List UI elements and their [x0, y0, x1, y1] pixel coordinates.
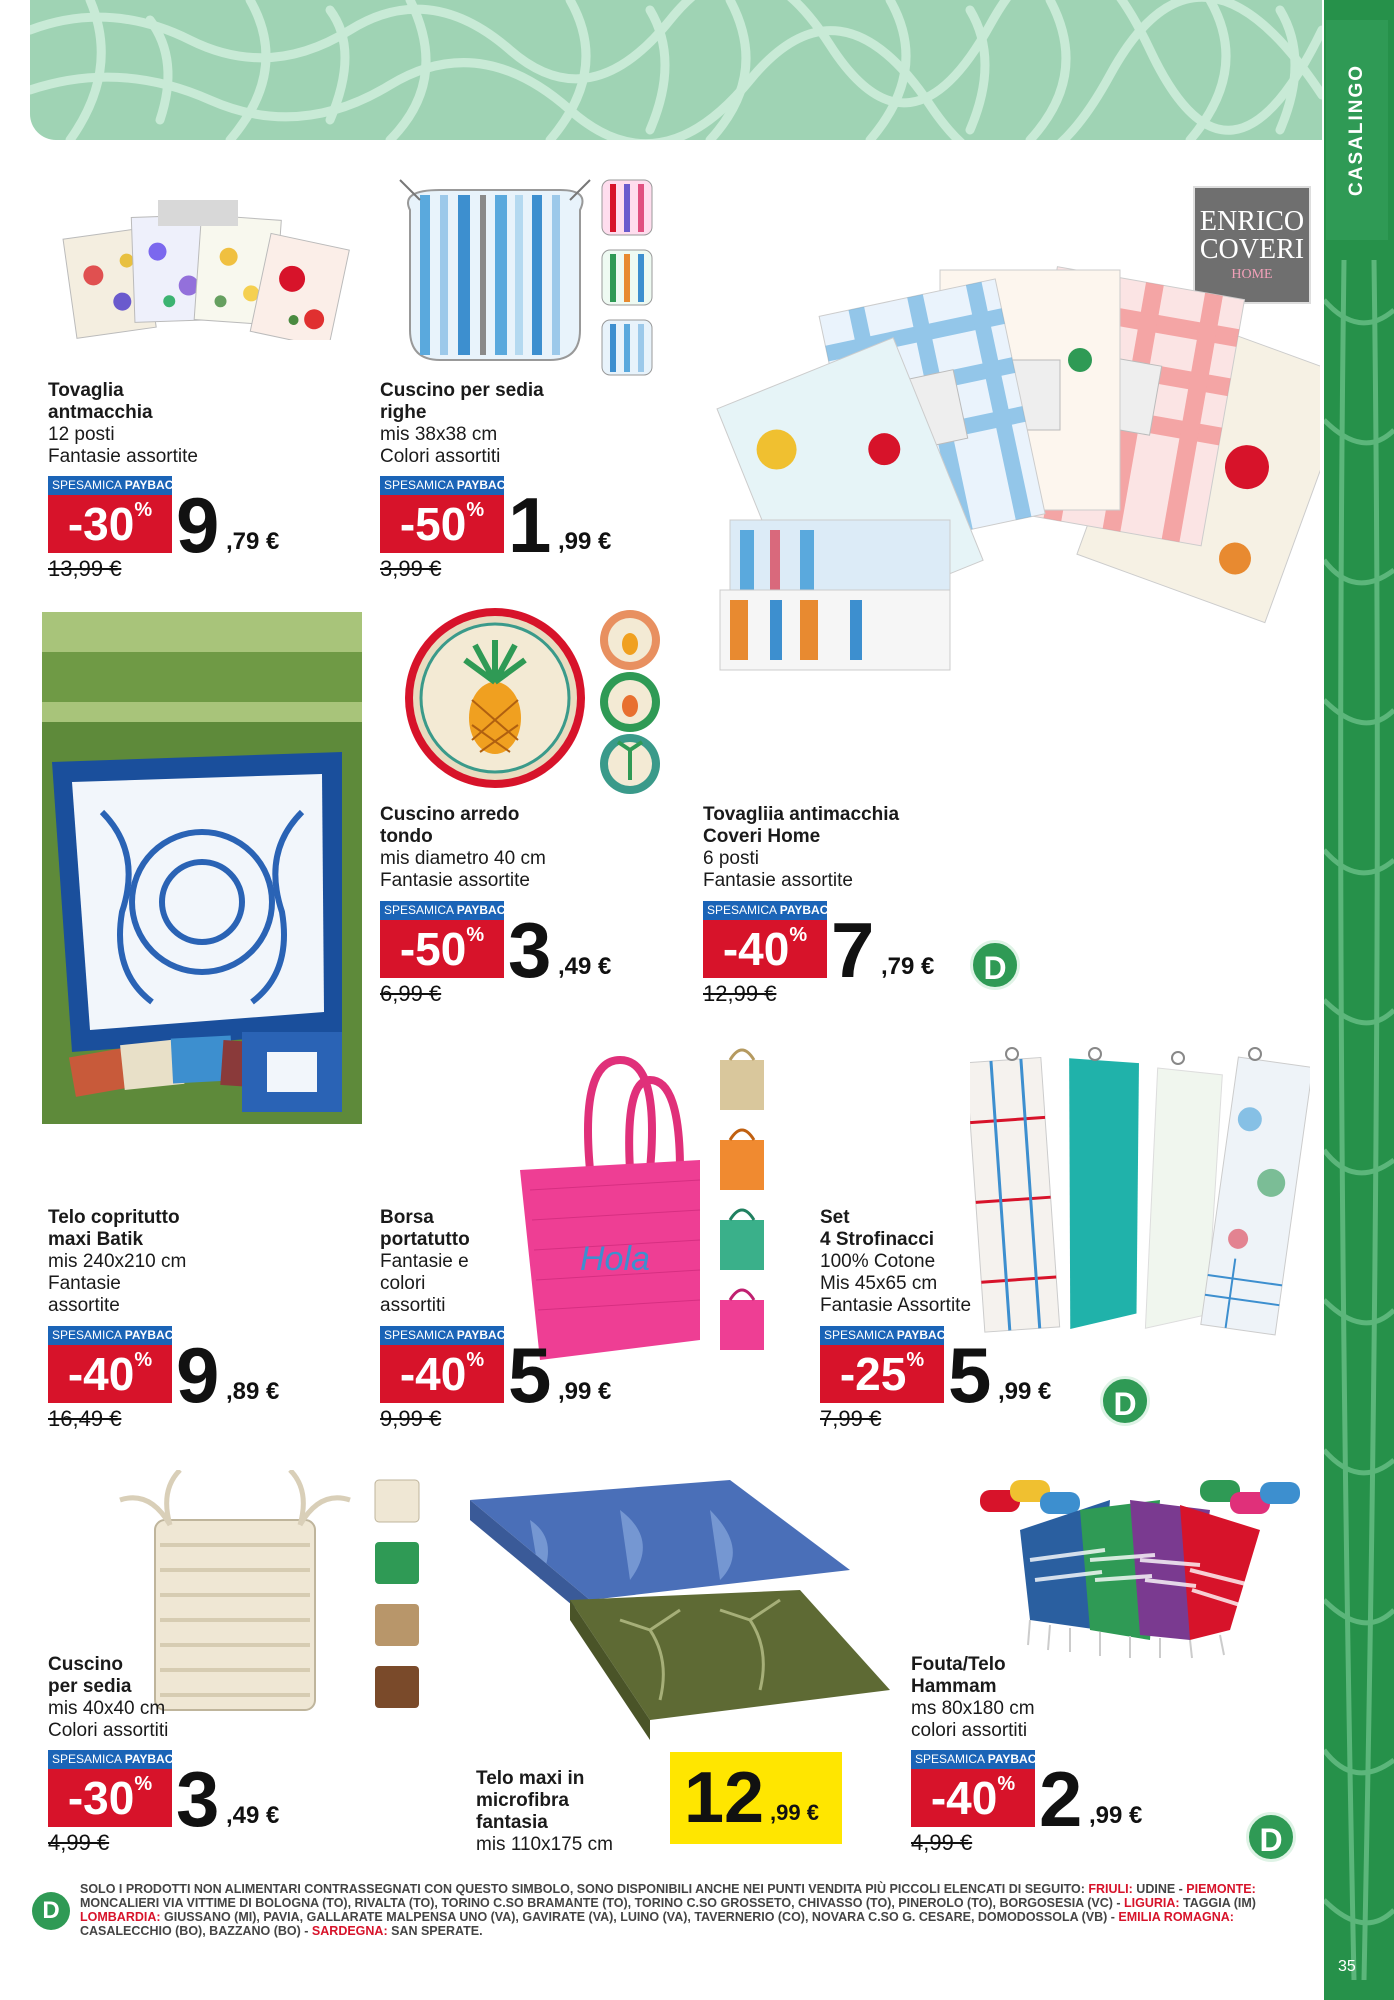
- product-set-strofinacci: [820, 1207, 971, 1317]
- side-leaf-pattern: [1324, 0, 1394, 2000]
- product-cuscino-arredo-tondo: [380, 804, 546, 892]
- price-integer: 1: [508, 481, 552, 569]
- product-detail: ms 80x180 cm: [911, 1698, 1035, 1719]
- d-symbol-icon: D: [1246, 1812, 1296, 1862]
- product-detail: 100% Cotone: [820, 1251, 936, 1272]
- price-integer: 2: [1039, 1755, 1083, 1843]
- product-detail: assortite: [48, 1295, 120, 1316]
- section-label: CASALINGO: [1346, 64, 1367, 196]
- product-detail: 6 posti: [703, 848, 759, 869]
- logo-line3: HOME: [1231, 267, 1273, 282]
- old-price: 13,99 €: [48, 556, 122, 581]
- spesamica-payback-label: SPESAMICA PAYBACK: [820, 1326, 944, 1345]
- price-integer: 7: [831, 906, 875, 994]
- product-detail: Fantasie Assortite: [820, 1295, 972, 1316]
- discount-badge: -30%: [48, 1769, 172, 1827]
- product-detail: colori assortiti: [911, 1720, 1028, 1741]
- product-detail: 12 posti: [48, 424, 115, 445]
- product-title: Telo copritutto: [48, 1207, 180, 1228]
- spesamica-payback-label: SPESAMICA PAYBACK: [380, 901, 504, 920]
- product-detail: colori: [380, 1273, 426, 1294]
- product-title-line2: microfibra: [476, 1790, 569, 1811]
- discount-badge: -30%: [48, 495, 172, 553]
- price-block: [820, 1326, 1080, 1436]
- price-decimal: ,99 €: [770, 1800, 819, 1825]
- product-detail: Fantasie assortite: [703, 870, 853, 891]
- product-title-line2: antmacchia: [48, 402, 153, 423]
- old-price: 9,99 €: [380, 1406, 442, 1431]
- price-integer: 12: [684, 1758, 765, 1838]
- product-borsa-portatutto: [380, 1207, 470, 1317]
- product-title-line2: portatutto: [380, 1229, 470, 1250]
- price-block: [380, 1326, 640, 1436]
- leaf-pattern-graphic: [30, 0, 1322, 140]
- product-title-line2: Coveri Home: [703, 826, 821, 847]
- price-integer: 5: [508, 1331, 552, 1419]
- price-integer: 9: [176, 481, 220, 569]
- product-detail: Mis 45x65 cm: [820, 1273, 938, 1294]
- yellow-price-tag: [670, 1752, 842, 1844]
- price-decimal: ,79 €: [881, 953, 935, 980]
- price-decimal: ,89 €: [226, 1378, 280, 1405]
- product-title: Fouta/Telo: [911, 1654, 1006, 1675]
- d-symbol-icon: D: [32, 1892, 70, 1930]
- section-tab: [1326, 20, 1388, 240]
- product-detail: mis 240x210 cm: [48, 1251, 187, 1272]
- dish-towels-image: [970, 1040, 1310, 1340]
- product-title-line2: 4 Strofinacci: [820, 1229, 935, 1250]
- product-detail: Fantasie assortite: [380, 870, 530, 891]
- discount-badge: -50%: [380, 495, 504, 553]
- product-detail: Fantasie: [48, 1273, 121, 1294]
- price-block: [703, 901, 963, 1011]
- price-decimal: ,99 €: [558, 1378, 612, 1405]
- product-detail: Colori assortiti: [48, 1720, 169, 1741]
- side-pattern-band: [1324, 0, 1394, 2000]
- product-detail: Colori assortiti: [380, 446, 501, 467]
- batik-blanket-image: [42, 612, 362, 1124]
- product-title: Tovaglia: [48, 380, 124, 401]
- spesamica-payback-label: SPESAMICA PAYBACK: [380, 476, 504, 495]
- header-pattern-band: [30, 0, 1322, 140]
- product-title: Set: [820, 1207, 850, 1228]
- product-detail: assortiti: [380, 1295, 446, 1316]
- spesamica-payback-label: SPESAMICA PAYBACK: [48, 476, 172, 495]
- price-integer: 3: [508, 906, 552, 994]
- product-title-line2: per sedia: [48, 1676, 132, 1697]
- bag-text: Hola: [580, 1240, 650, 1278]
- price-block: [911, 1750, 1171, 1860]
- price-block: [380, 901, 640, 1011]
- price-integer: 9: [176, 1331, 220, 1419]
- discount-badge: -25%: [820, 1345, 944, 1403]
- product-detail: mis 40x40 cm: [48, 1698, 166, 1719]
- discount-badge: -40%: [911, 1769, 1035, 1827]
- old-price: 7,99 €: [820, 1406, 882, 1431]
- product-title: Cuscino arredo: [380, 804, 520, 825]
- discount-badge: -50%: [380, 920, 504, 978]
- price-integer: 5: [948, 1331, 992, 1419]
- coveri-tablecloths-image: [700, 250, 1320, 770]
- product-detail: mis diametro 40 cm: [380, 848, 546, 869]
- product-telo-maxi-microfibra: [476, 1768, 613, 1856]
- discount-badge: -40%: [703, 920, 827, 978]
- product-title-line2: righe: [380, 402, 427, 423]
- d-symbol-icon: D: [970, 940, 1020, 990]
- pink-bag-image: [520, 1040, 780, 1360]
- product-cuscino-per-sedia-righe: [380, 380, 544, 468]
- price-decimal: ,99 €: [1089, 1802, 1143, 1829]
- discount-badge: -40%: [48, 1345, 172, 1403]
- product-telo-copritutto: [48, 1207, 186, 1317]
- logo-line1: ENRICO: [1199, 206, 1305, 237]
- old-price: 4,99 €: [911, 1830, 973, 1855]
- round-pineapple-cushion-image: [400, 600, 680, 800]
- product-title-line2: Hammam: [911, 1676, 997, 1697]
- product-title-line2: tondo: [380, 826, 433, 847]
- product-title-line2: maxi Batik: [48, 1229, 144, 1250]
- spesamica-payback-label: SPESAMICA PAYBACK: [911, 1750, 1035, 1769]
- product-title: Borsa: [380, 1207, 434, 1228]
- product-title: Cuscino per sedia: [380, 380, 544, 401]
- old-price: 3,99 €: [380, 556, 442, 581]
- price-block: [48, 476, 308, 586]
- page-number: 35: [1338, 1958, 1356, 1975]
- striped-cushion-image: [380, 170, 670, 380]
- product-tovaglia-antmacchia: [48, 380, 198, 468]
- spesamica-payback-label: SPESAMICA PAYBACK: [48, 1326, 172, 1345]
- spesamica-payback-label: SPESAMICA PAYBACK: [48, 1750, 172, 1769]
- discount-badge: -40%: [380, 1345, 504, 1403]
- price-block: [48, 1326, 308, 1436]
- product-cuscino-per-sedia: [48, 1654, 168, 1742]
- old-price: 6,99 €: [380, 981, 442, 1006]
- price-decimal: ,99 €: [558, 528, 612, 555]
- product-detail: mis 38x38 cm: [380, 424, 498, 445]
- old-price: 4,99 €: [48, 1830, 110, 1855]
- old-price: 12,99 €: [703, 981, 777, 1006]
- product-fouta-hammam: [911, 1654, 1035, 1742]
- product-detail: Fantasie assortite: [48, 446, 198, 467]
- product-detail: mis 110x175 cm: [476, 1834, 613, 1855]
- product-detail: Fantasie e: [380, 1251, 469, 1272]
- footer-store-notice: SOLO I PRODOTTI NON ALIMENTARI CONTRASSEGNATI CON QUESTO SIMBOLO, SONO DISPONIBILI ANCHE NEI PUNTI VENDITA PIÙ PICCOLI ELENCATI DI SEGUITO: FRIULI: UDINE - PIEMONTE: MONCALIERI VIA VITTIME DI BOLOGNA (TO), RIVALTA (TO), TORINO C.SO BRAMANTE (TO), TORINO C.SO GROSSETO, CHIVASSO (TO), PINEROLO (TO), BORGOSESIA (VC) - LIGURIA: TAGGIA (IM) LOMBARDIA: GIUSSANO (MI), PAVIA, GALLARATE MALPENSA UNO (VA), GAVIRATE (VA), LUINO (VA), TAVERNERIO (CO), NOVARA C.SO G. CESARE, DOMODOSSOLA (VB) - EMILIA ROMAGNA: CASALECCHIO (BO), BAZZANO (BO) - SARDEGNA: SAN SPERATE.: [80, 1882, 1256, 1938]
- product-title-line3: fantasia: [476, 1812, 548, 1833]
- product-title: Tovagliia antimacchia: [703, 804, 900, 825]
- d-symbol-icon: D: [1100, 1376, 1150, 1426]
- tablecloth-image: [48, 190, 358, 340]
- spesamica-payback-label: SPESAMICA PAYBACK: [380, 1326, 504, 1345]
- hammam-towels-image: [960, 1460, 1310, 1660]
- price-decimal: ,49 €: [226, 1802, 280, 1829]
- price-block: [48, 1750, 308, 1860]
- price-decimal: ,79 €: [226, 528, 280, 555]
- price-block: [380, 476, 640, 586]
- product-title: Cuscino: [48, 1654, 123, 1675]
- price-decimal: ,49 €: [558, 953, 612, 980]
- price-decimal: ,99 €: [998, 1378, 1052, 1405]
- product-title: Telo maxi in: [476, 1768, 585, 1789]
- old-price: 16,49 €: [48, 1406, 122, 1431]
- logo-line2: COVERI: [1199, 234, 1305, 265]
- price-integer: 3: [176, 1755, 220, 1843]
- microfiber-towels-image: [470, 1470, 890, 1750]
- product-tovaglia-coveri-home: [703, 804, 899, 892]
- spesamica-payback-label: SPESAMICA PAYBACK: [703, 901, 827, 920]
